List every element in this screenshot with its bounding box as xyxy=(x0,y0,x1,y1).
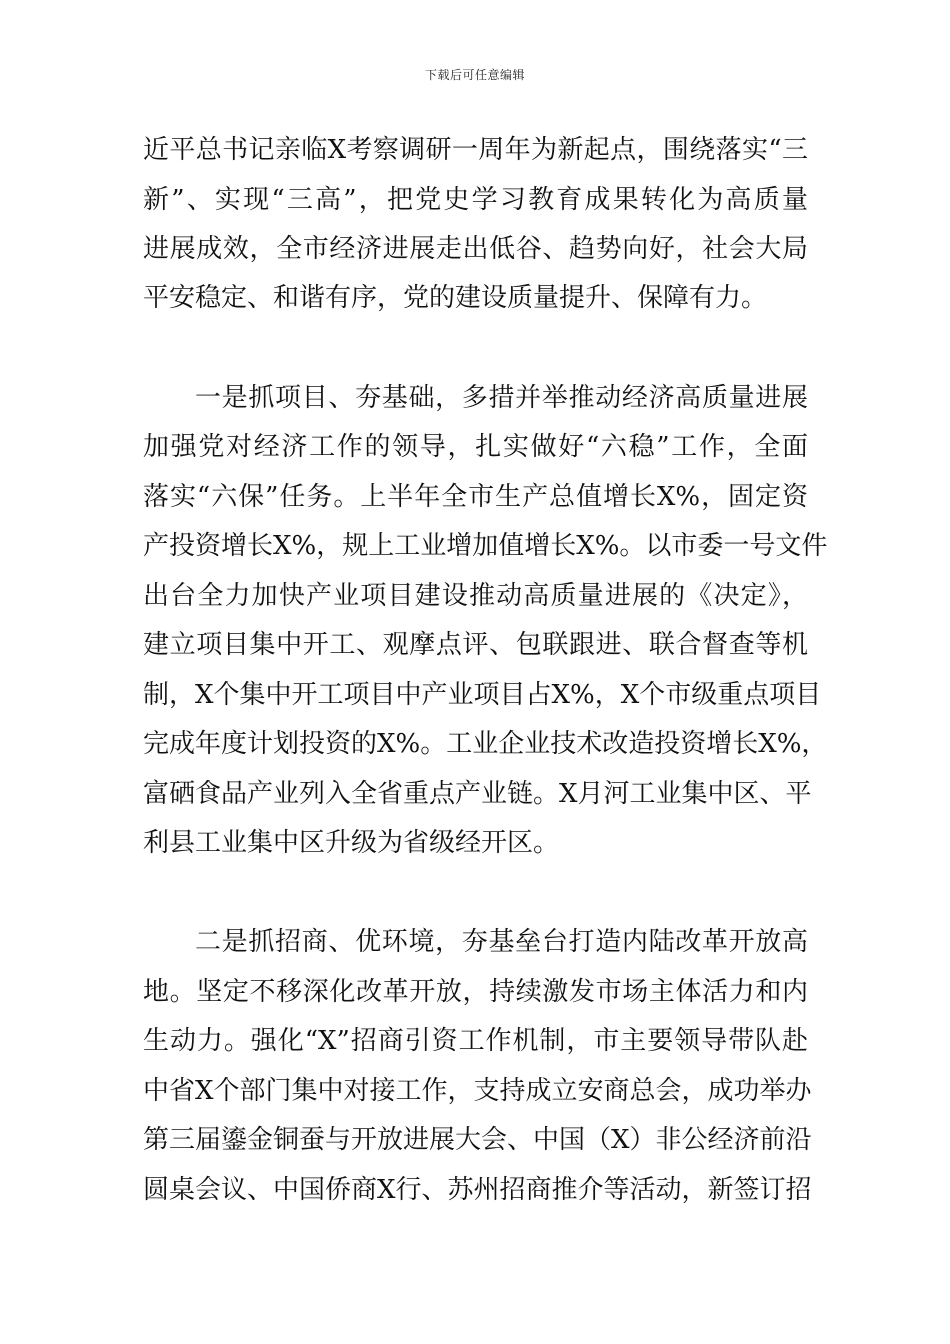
paragraph-2-line-2: 加强党对经济工作的领导，扎实做好“六稳”工作，全面 xyxy=(143,432,808,462)
paragraph-2-line-3: 落实“六保”任务。上半年全市生产总值增长X%，固定资 xyxy=(143,482,808,512)
paragraph-3-line-6: 圆桌会议、中国侨商X行、苏州招商推介等活动，新签订招 xyxy=(143,1175,812,1205)
paragraph-1-line-1: 近平总书记亲临X考察调研一周年为新起点，围绕落实“三 xyxy=(143,135,808,165)
paragraph-3-line-5: 第三届鎏金铜蚕与开放进展大会、中国（X）非公经济前沿 xyxy=(143,1125,812,1155)
paragraph-2-line-6: 建立项目集中开工、观摩点评、包联跟进、联合督查等机 xyxy=(143,630,808,660)
paragraph-1-line-4: 平安稳定、和谐有序，党的建设质量提升、保障有力。 xyxy=(143,283,768,313)
paragraph-3-line-4: 中省X个部门集中对接工作，支持成立安商总会，成功举办 xyxy=(143,1076,812,1106)
paragraph-2-line-8: 完成年度计划投资的X%。工业企业技术改造投资增长X%， xyxy=(143,729,828,759)
paragraph-1-line-2: 新”、实现“三高”，把党史学习教育成果转化为高质量 xyxy=(143,185,808,215)
paragraph-2-line-1: 一是抓项目、夯基础，多措并举推动经济高质量进展 xyxy=(195,383,808,413)
paragraph-2-line-7: 制，X个集中开工项目中产业项目占X%，X个市级重点项目 xyxy=(143,680,822,710)
paragraph-2-line-4: 产投资增长X%，规上工业增加值增长X%。以市委一号文件 xyxy=(143,531,828,561)
header-note: 下载后可任意编辑 xyxy=(424,68,525,82)
paragraph-3-line-3: 生动力。强化“X”招商引资工作机制，市主要领导带队赴 xyxy=(143,1026,808,1056)
paragraph-2-line-5: 出台全力加快产业项目建设推动高质量进展的《决定》， xyxy=(143,581,808,611)
paragraph-3-line-1: 二是抓招商、优环境，夯基垒台打造内陆改革开放高 xyxy=(195,927,808,957)
paragraph-2-line-10: 利县工业集中区升级为省级经开区。 xyxy=(143,828,560,858)
paragraph-2-line-9: 富硒食品产业列入全省重点产业链。X月河工业集中区、平 xyxy=(143,779,812,809)
paragraph-1-line-3: 进展成效，全市经济进展走出低谷、趋势向好，社会大局 xyxy=(143,234,808,264)
paragraph-3-line-2: 地。坚定不移深化改革开放，持续激发市场主体活力和内 xyxy=(143,977,808,1007)
